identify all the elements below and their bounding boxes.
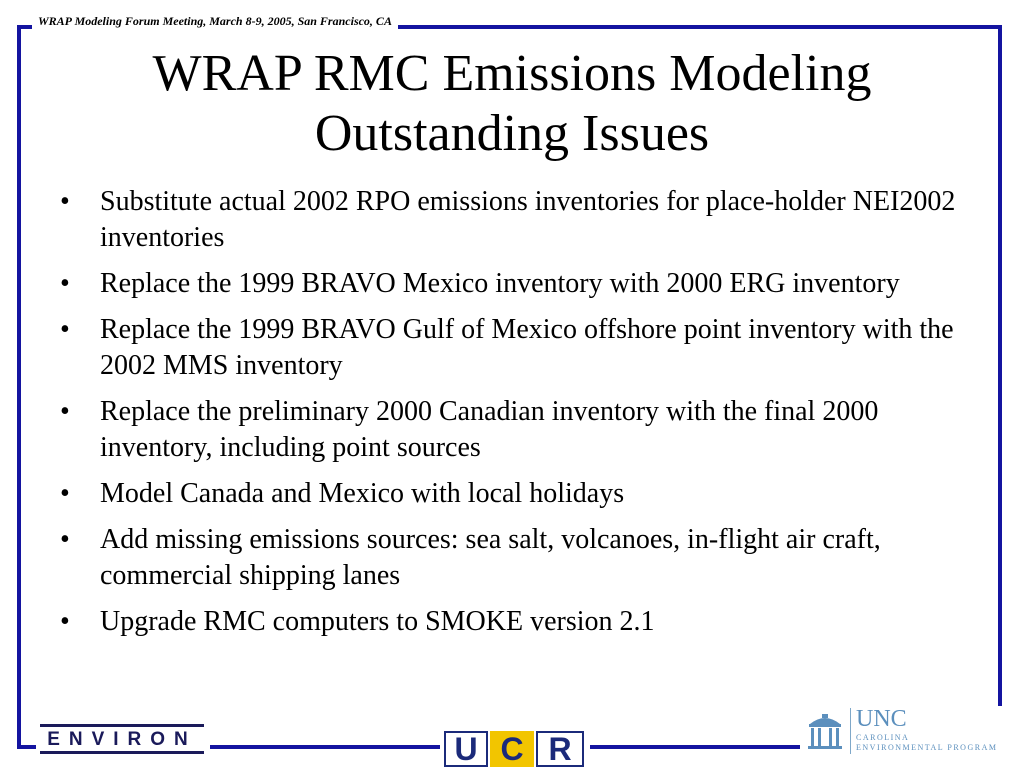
- issue-list: [60, 184, 960, 650]
- slide-title: [40, 44, 984, 164]
- slide-title-line-1: WRAP RMC Emissions Modeling: [152, 45, 872, 102]
- unc-logo: [800, 706, 1010, 758]
- environ-wordmark: ENVIRON: [47, 729, 197, 750]
- meeting-header: WRAP Modeling Forum Meeting, March 8-9, 2005, San Francisco, CA: [32, 13, 398, 29]
- environ-logo: [36, 720, 210, 760]
- old-well-icon: [806, 710, 844, 752]
- issue-text: Model Canada and Mexico with local holidays: [100, 478, 625, 509]
- slide-title-line-2: Outstanding Issues: [314, 105, 710, 162]
- ucr-letter-r: R: [536, 731, 584, 767]
- issue-item: [60, 266, 960, 302]
- unc-subtitle-1: CAROLINA: [856, 733, 910, 742]
- issue-item: [60, 604, 960, 640]
- bullet-icon: •: [60, 396, 70, 427]
- bullet-icon: •: [60, 478, 70, 509]
- issue-item: [60, 394, 960, 466]
- ucr-letter-u: U: [444, 731, 488, 767]
- unc-divider: [850, 708, 851, 754]
- ucr-logo: [440, 728, 590, 768]
- unc-name: UNC: [856, 706, 907, 732]
- issue-text: Replace the preliminary 2000 Canadian inventory with the final 2000 inventory, including point sources: [100, 396, 879, 463]
- issue-item: [60, 522, 960, 594]
- unc-subtitle-2: ENVIRONMENTAL PROGRAM: [856, 743, 998, 752]
- issue-item: [60, 184, 960, 256]
- bullet-icon: •: [60, 268, 70, 299]
- issue-text: Upgrade RMC computers to SMOKE version 2.1: [100, 606, 655, 637]
- environ-rule-bottom: [40, 751, 204, 754]
- issue-text: Substitute actual 2002 RPO emissions inventories for place-holder NEI2002 inventories: [100, 186, 956, 253]
- bullet-icon: •: [60, 606, 70, 637]
- issue-text: Replace the 1999 BRAVO Mexico inventory with 2000 ERG inventory: [100, 268, 900, 299]
- bullet-icon: •: [60, 186, 70, 217]
- environ-rule-top: [40, 724, 204, 727]
- ucr-letter-c: C: [490, 731, 534, 767]
- bullet-icon: •: [60, 524, 70, 555]
- issue-item: [60, 312, 960, 384]
- issue-text: Add missing emissions sources: sea salt, volcanoes, in-flight air craft, commercial shipping lanes: [100, 524, 881, 591]
- bullet-icon: •: [60, 314, 70, 345]
- issue-text: Replace the 1999 BRAVO Gulf of Mexico offshore point inventory with the 2002 MMS inventory: [100, 314, 954, 381]
- issue-item: [60, 476, 960, 512]
